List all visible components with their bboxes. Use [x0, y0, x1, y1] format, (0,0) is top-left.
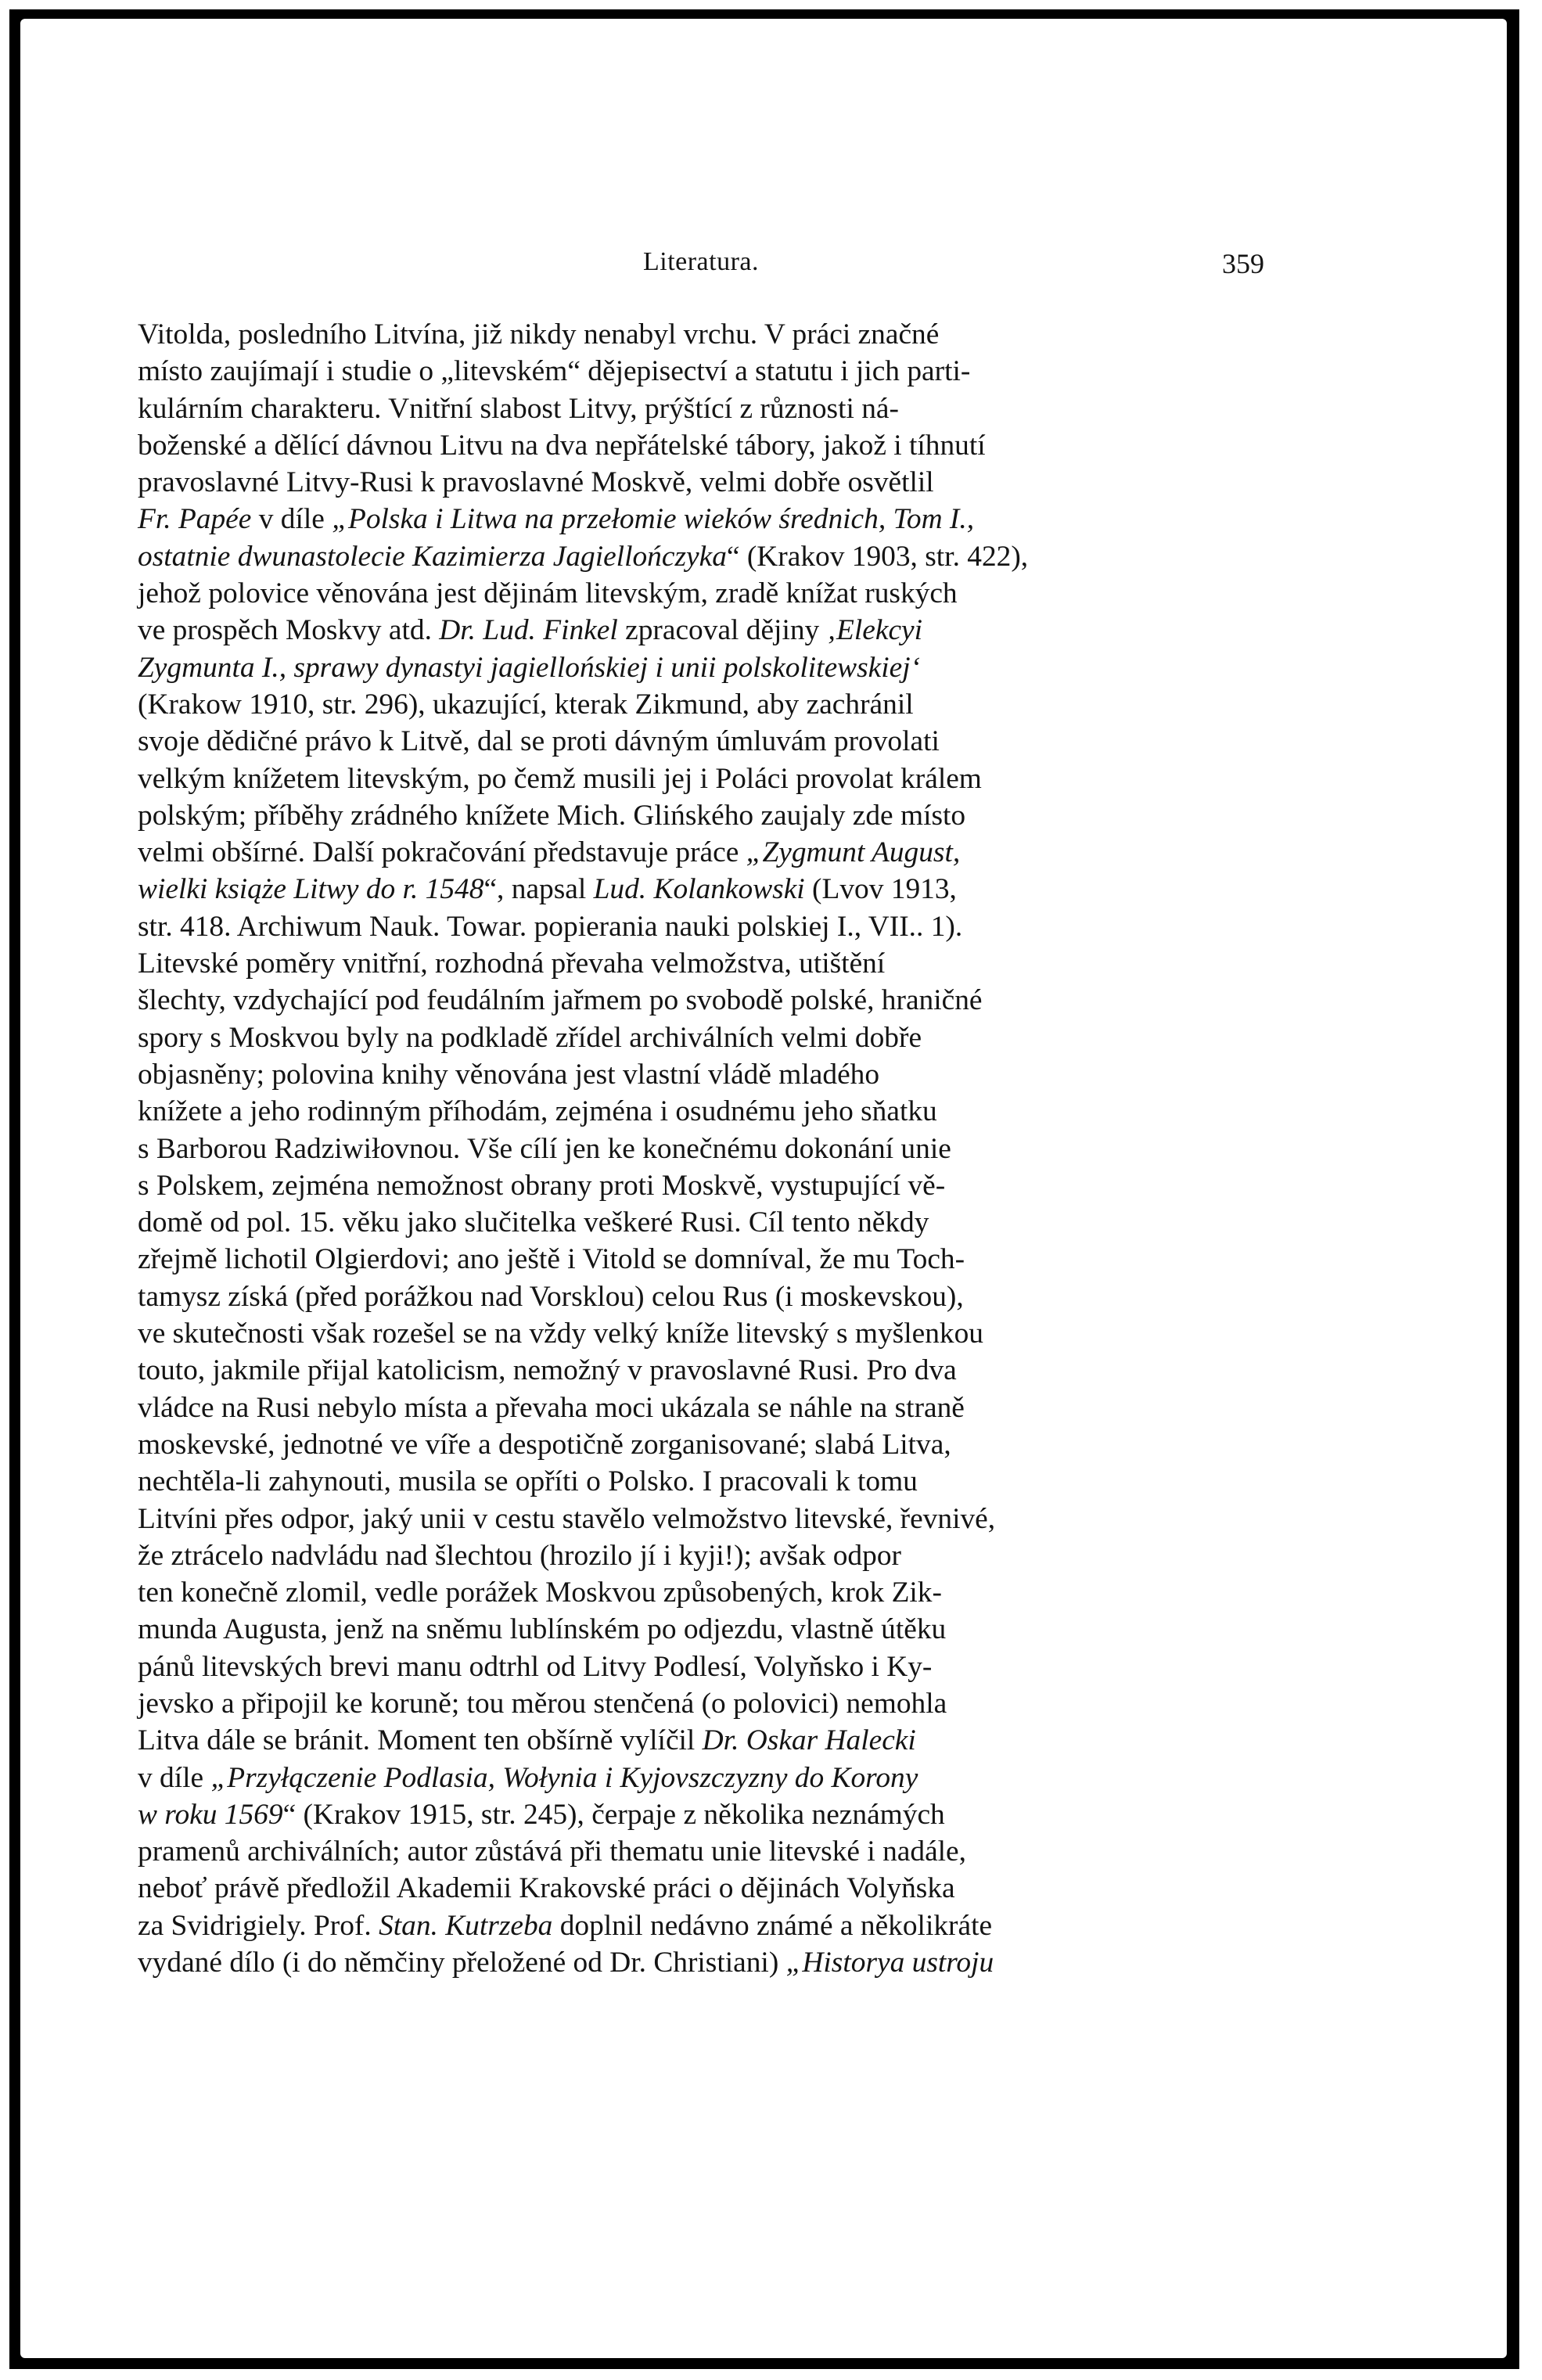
text-segment: “, napsal [483, 873, 594, 906]
text-segment: pravoslavné Litvy-Rusi k pravoslavné Moskvě, velmi dobře osvětlil [138, 466, 934, 499]
text-segment: pramenů archiválních; autor zůstává při thematu unie litevské i nadále, [138, 1835, 967, 1868]
italic-segment: „Polska i Litwa na przełomie wieków średnich, Tom I., [332, 503, 975, 536]
text-segment: že ztrácelo nadvládu nad šlechtou (hrozilo jí i kyji!); avšak odpor [138, 1539, 901, 1572]
text-segment: moskevské, jednotné ve víře a despotičně zorganisované; slabá Litva, [138, 1428, 951, 1461]
text-segment: místo zaujímají i studie o „litevském“ dějepisectví a statutu i jich parti- [138, 355, 971, 388]
text-segment: Litvíni přes odpor, jaký unii v cestu stavělo velmožstvo litevské, řevnivé, [138, 1502, 996, 1535]
text-segment: vládce na Rusi nebylo místa a převaha moci ukázala se náhle na straně [138, 1391, 965, 1424]
text-segment: (Krakow 1910, str. 296), ukazující, kterak Zikmund, aby zachránil [138, 688, 914, 721]
running-head: Literatura. [642, 247, 760, 276]
text-segment: Vitolda, posledního Litvína, již nikdy nenabyl vrchu. V práci značné [138, 318, 940, 351]
text-line [138, 1796, 1264, 1833]
text-segment: nechtěla-li zahynouti, musila se opříti o Polsko. I pracovali k tomu [138, 1465, 918, 1498]
text-segment: za Svidrigiely. Prof. [138, 1909, 379, 1942]
text-line [138, 723, 1264, 760]
text-line [138, 1833, 1264, 1870]
text-line [138, 1722, 1264, 1759]
italic-segment: Zygmunta I., sprawy dynastyi jagiellońskiej i unii polskolitewskiej‘ [138, 651, 921, 684]
text-segment: domě od pol. 15. věku jako slučitelka veškeré Rusi. Cíl tento někdy [138, 1206, 929, 1239]
italic-segment: „Przyłączenie Podlasia, Wołynia i Kyjovszczyzny do Korony [210, 1761, 918, 1794]
text-line [138, 908, 1264, 945]
text-segment: touto, jakmile přijal katolicism, nemožný v pravoslavné Rusi. Pro dva [138, 1354, 957, 1387]
text-line [138, 1537, 1264, 1574]
text-line [138, 1501, 1264, 1537]
italic-segment: Dr. Lud. Finkel [439, 614, 618, 647]
text-line [138, 1204, 1264, 1241]
text-line [138, 1093, 1264, 1130]
text-segment: tamysz získá (před porážkou nad Vorsklou) celou Rus (i moskevskou), [138, 1280, 964, 1313]
italic-segment: ostatnie dwunastolecie Kazimierza Jagiellończyka [138, 540, 727, 573]
text-line [138, 316, 1264, 353]
text-line [138, 1870, 1264, 1907]
text-line [138, 427, 1264, 464]
text-segment: munda Augusta, jenž na sněmu lublínském po odjezdu, vlastně útěku [138, 1613, 947, 1646]
text-line [138, 538, 1264, 575]
text-line [138, 760, 1264, 797]
text-segment: v díle [138, 1761, 211, 1794]
text-line [138, 501, 1264, 537]
text-line [138, 1463, 1264, 1500]
text-segment: Litevské poměry vnitřní, rozhodná převaha velmožstva, utištění [138, 947, 886, 980]
text-line [138, 1390, 1264, 1426]
italic-segment: Dr. Oskar Halecki [702, 1724, 916, 1757]
text-line [138, 686, 1264, 723]
text-line [138, 797, 1264, 834]
text-segment: neboť právě předložil Akademii Krakovské práci o dějinách Volyňska [138, 1872, 955, 1905]
text-segment: s Polskem, zejména nemožnost obrany proti Moskvě, vystupující vě- [138, 1169, 946, 1202]
text-line [138, 982, 1264, 1019]
text-segment: (Lvov 1913, [804, 873, 957, 906]
italic-segment: wielki książe Litwy do r. 1548 [138, 873, 484, 906]
text-line [138, 1241, 1264, 1278]
text-segment: v díle [251, 503, 332, 536]
text-segment: jehož polovice věnována jest dějinám litevským, zradě knížat ruských [138, 577, 958, 610]
text-line [138, 1611, 1264, 1648]
text-line [138, 945, 1264, 982]
text-line [138, 1685, 1264, 1722]
text-segment: s Barborou Radziwiłovnou. Vše cílí jen ke konečnému dokonání unie [138, 1132, 951, 1165]
text-line [138, 834, 1264, 871]
text-segment: zřejmě lichotil Olgierdovi; ano ještě i Vitold se domníval, že mu Toch- [138, 1243, 965, 1276]
text-segment: polským; příběhy zrádného knížete Mich. Glińského zaujaly zde místo [138, 799, 966, 832]
text-line [138, 1278, 1264, 1315]
text-segment: “ (Krakov 1915, str. 245), čerpaje z několika neznámých [282, 1798, 945, 1831]
text-line [138, 1944, 1264, 1981]
text-line [138, 1167, 1264, 1204]
text-segment: boženské a dělící dávnou Litvu na dva nepřátelské tábory, jakož i tíhnutí [138, 429, 986, 462]
text-line [138, 1574, 1264, 1611]
text-segment: Litva dále se bránit. Moment ten obšírně vylíčil [138, 1724, 703, 1757]
book-page [20, 19, 1507, 2358]
text-segment: knížete a jeho rodinným příhodám, zejména i osudnému jeho sňatku [138, 1095, 937, 1128]
italic-segment: Fr. Papée [138, 503, 252, 536]
text-line [138, 612, 1264, 649]
text-segment: objasněny; polovina knihy věnována jest vlastní vládě mladého [138, 1058, 880, 1091]
text-segment: ve skutečnosti však rozešel se na vždy velký kníže litevský s myšlenkou [138, 1318, 983, 1350]
text-segment: pánů litevských brevi manu odtrhl od Litvy Podlesí, Volyňsko i Ky- [138, 1650, 933, 1683]
italic-segment: Stan. Kutrzeba [379, 1909, 553, 1942]
text-segment: spory s Moskvou byly na podkladě zřídel archiválních velmi dobře [138, 1021, 922, 1054]
text-line [138, 1648, 1264, 1685]
text-line [138, 1131, 1264, 1167]
text-segment: doplnil nedávno známé a několikráte [552, 1909, 993, 1942]
text-segment: svoje dědičné právo k Litvě, dal se proti dávným úmluvám provolati [138, 725, 940, 758]
text-segment: zpracoval dějiny [617, 614, 827, 647]
text-segment: str. 418. Archiwum Nauk. Towar. popierania nauki polskiej I., VII.. 1). [138, 910, 963, 943]
text-segment: ten konečně zlomil, vedle porážek Moskvou způsobených, krok Zik- [138, 1576, 942, 1609]
text-line [138, 1352, 1264, 1389]
text-line [138, 575, 1264, 612]
italic-segment: Lud. Kolankowski [593, 873, 805, 906]
text-line [138, 353, 1264, 390]
text-line [138, 649, 1264, 686]
italic-segment: w roku 1569 [138, 1798, 283, 1831]
text-segment: šlechty, vzdychající pod feudálním jařmem po svobodě polské, hraničné [138, 984, 983, 1017]
text-line [138, 390, 1264, 427]
text-line [138, 1019, 1264, 1056]
text-segment: velkým knížetem litevským, po čemž musili jej i Poláci provolat králem [138, 762, 982, 795]
text-line [138, 1056, 1264, 1093]
italic-segment: „Zygmunt August, [746, 836, 961, 869]
text-line [138, 1760, 1264, 1796]
page-header [138, 247, 1264, 285]
italic-segment: „Historya ustroju [785, 1947, 994, 1979]
text-segment: ve prospěch Moskvy atd. [138, 614, 440, 647]
body-text [138, 316, 1264, 1981]
text-segment: jevsko a připojil ke koruně; tou měrou stenčená (o polovici) nemohla [138, 1687, 947, 1720]
text-segment: vydané dílo (i do němčiny přeložené od Dr. Christiani) [138, 1947, 786, 1979]
text-line [138, 464, 1264, 501]
text-line [138, 1315, 1264, 1352]
text-line [138, 1907, 1264, 1944]
page-number: 359 [1222, 248, 1264, 279]
text-line [138, 1426, 1264, 1463]
text-segment: “ (Krakov 1903, str. 422), [726, 540, 1029, 573]
text-line [138, 871, 1264, 908]
italic-segment: ‚Elekcyi [826, 614, 923, 647]
text-segment: kulárním charakteru. Vnitřní slabost Litvy, prýštící z různosti ná- [138, 392, 899, 425]
text-segment: velmi obšírné. Další pokračování představuje práce [138, 836, 746, 869]
